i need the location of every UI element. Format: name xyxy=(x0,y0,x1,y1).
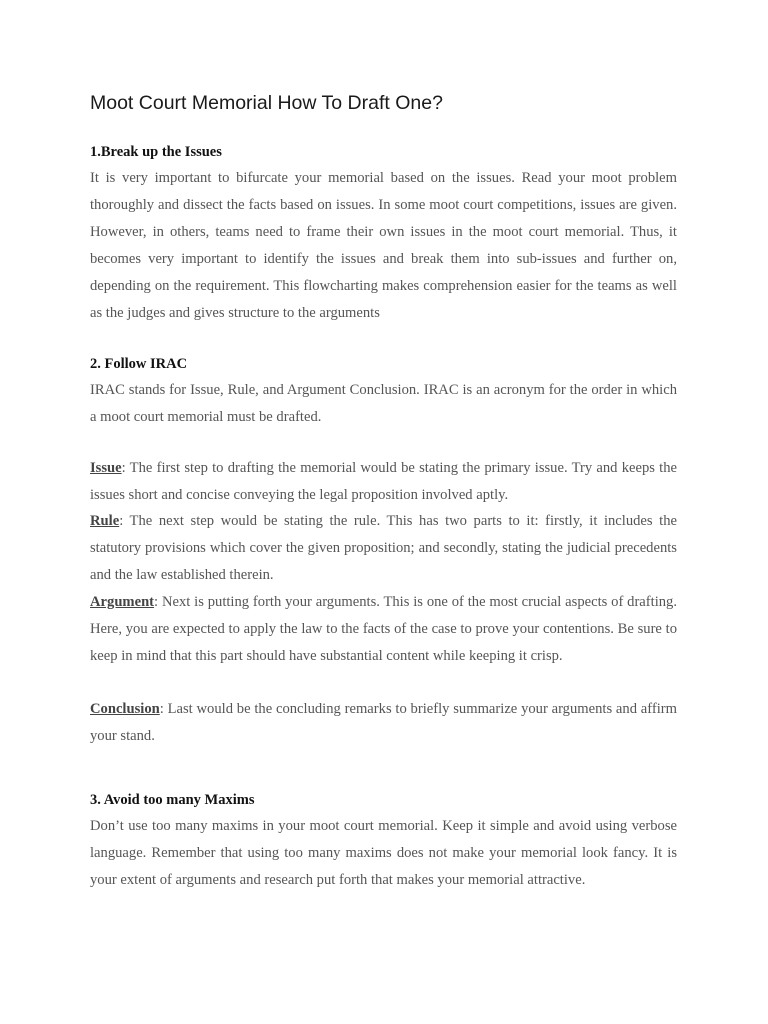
section-3-heading: 3. Avoid too many Maxims xyxy=(90,792,255,808)
irac-term-issue: Issue xyxy=(90,460,122,476)
section-1-heading: 1.Break up the Issues xyxy=(90,144,222,160)
irac-term-rule: Rule xyxy=(90,513,120,529)
irac-item-argument xyxy=(90,589,677,670)
irac-item-rule xyxy=(90,508,677,589)
section-1-paragraph: It is very important to bifurcate your memorial based on the issues. Read your moot problem thoroughly and dissect the facts based on issues. In some moot court competitions, issues are given. However, in others, teams need to frame their own issues in the moot court memorial. Thus, it becomes very important to identify the issues and break them into sub-issues and further on, depending on the requirement. This flowcharting makes comprehension easier for the teams as well as the judges and gives structure to the arguments xyxy=(90,170,677,321)
document-title: Moot Court Memorial How To Draft One? xyxy=(90,92,443,114)
irac-item-issue xyxy=(90,455,677,509)
irac-term-conclusion: Conclusion xyxy=(90,701,160,717)
section-2-heading: 2. Follow IRAC xyxy=(90,356,188,372)
irac-text-argument: : Next is putting forth your arguments. This is one of the most crucial aspects of drafting. Here, you are expected to apply the law to the facts of the case to prove your contentions. Be sure to keep in mind that this part should have substantial content while keeping it crisp. xyxy=(90,594,677,664)
irac-text-issue: : The first step to drafting the memorial would be stating the primary issue. Try and keeps the issues short and concise conveying the legal proposition involved aptly. xyxy=(90,460,677,503)
irac-text-rule: : The next step would be stating the rule. This has two parts to it: firstly, it includes the statutory provisions which cover the given proposition; and secondly, stating the judicial precedents and the law established therein. xyxy=(90,513,677,583)
section-2-paragraph: IRAC stands for Issue, Rule, and Argument Conclusion. IRAC is an acronym for the order in which a moot court memorial must be drafted. xyxy=(90,382,677,425)
irac-text-conclusion: : Last would be the concluding remarks to briefly summarize your arguments and affirm your stand. xyxy=(90,701,677,744)
irac-term-argument: Argument xyxy=(90,594,155,610)
irac-item-conclusion xyxy=(90,696,677,750)
section-3-paragraph: Don’t use too many maxims in your moot court memorial. Keep it simple and avoid using verbose language. Remember that using too many maxims does not make your memorial look fancy. It is your extent of arguments and research put forth that makes your memorial attractive. xyxy=(90,818,677,888)
